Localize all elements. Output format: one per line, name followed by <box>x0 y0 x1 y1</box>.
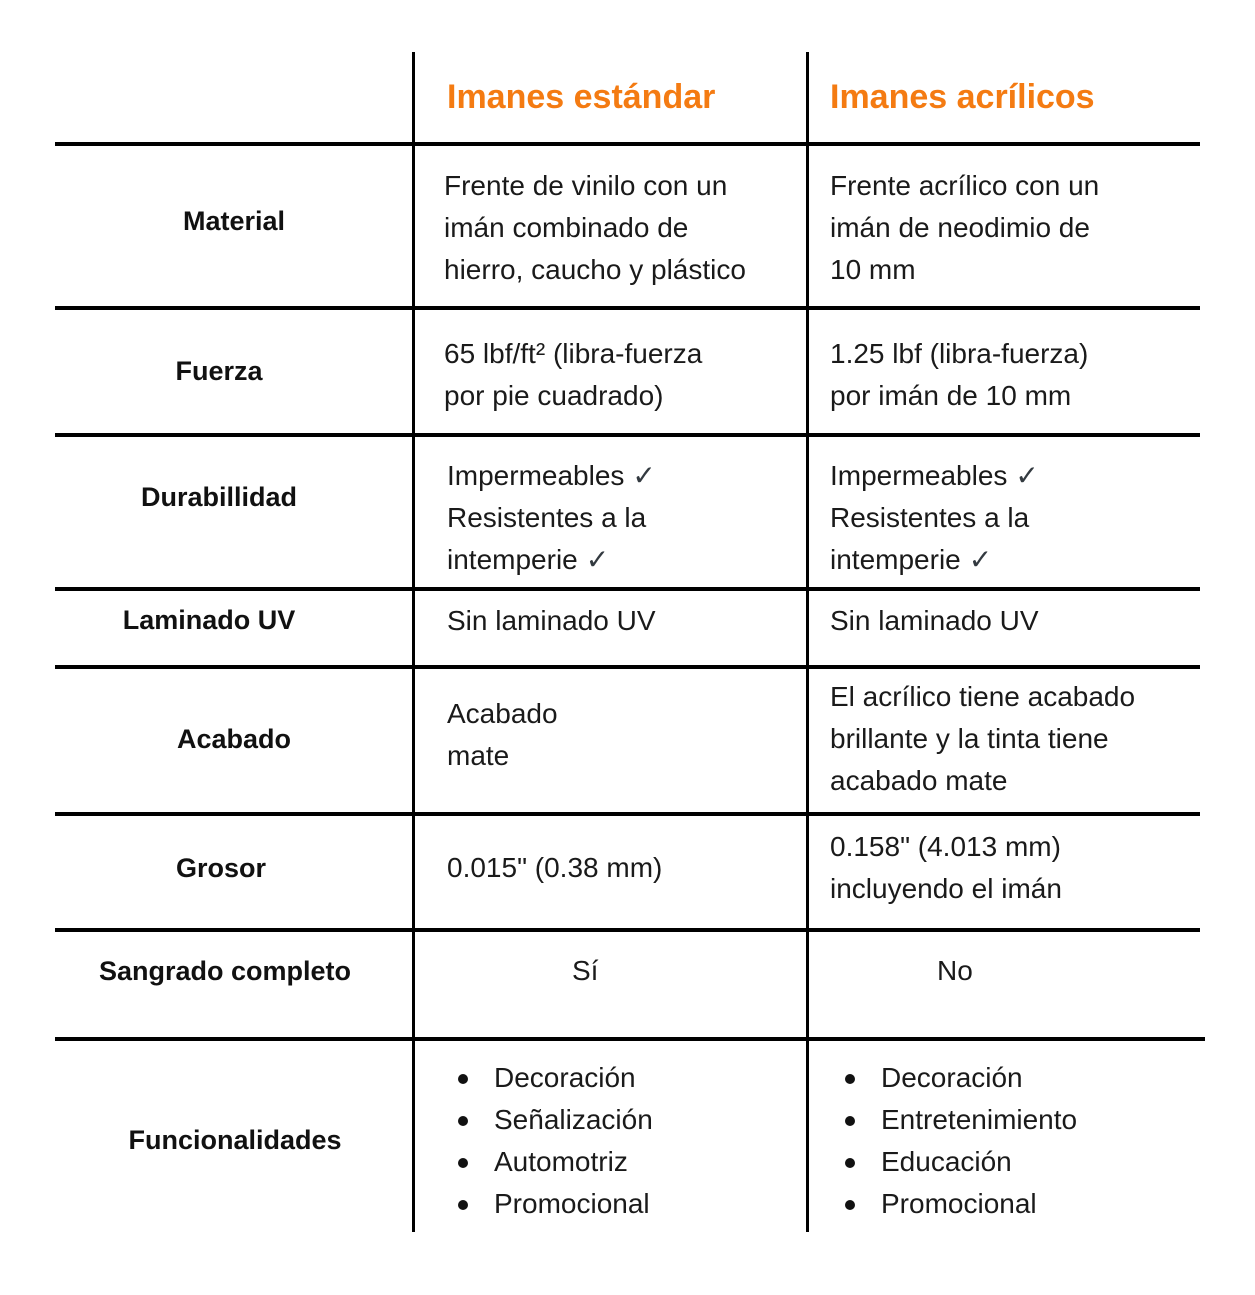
check-icon: ✓ <box>632 460 656 491</box>
row-divider <box>55 587 1200 591</box>
cell-acrylic-fuerza: 1.25 lbf (libra-fuerza) por imán de 10 mm <box>830 338 1089 411</box>
cell-standard-funcionalidades <box>444 1057 653 1225</box>
row-divider <box>55 665 1200 669</box>
cell-standard-fuerza: 65 lbf/ft² (libra-fuerza por pie cuadrado) <box>444 338 703 411</box>
list-item: Señalización <box>444 1099 653 1141</box>
row-label-durabilidad: Durabillidad <box>140 482 297 512</box>
row-label-fuerza: Fuerza <box>175 356 263 386</box>
row-divider <box>55 812 1200 816</box>
list-item: Decoración <box>831 1057 1077 1099</box>
cell-acrylic-laminado-uv: Sin laminado UV <box>830 605 1039 636</box>
cell-acrylic-funcionalidades <box>831 1057 1077 1225</box>
cell-standard-acabado: Acabado mate <box>447 698 558 771</box>
row-divider <box>55 1037 1205 1041</box>
cell-standard-material: Frente de vinilo con un imán combinado de hierro, caucho y plástico <box>444 170 746 285</box>
list-item: Promocional <box>831 1183 1077 1225</box>
cell-acrylic-material: Frente acrílico con un imán de neodimio de 10 mm <box>830 170 1100 285</box>
list-item: Educación <box>831 1141 1077 1183</box>
cell-standard-laminado-uv: Sin laminado UV <box>447 605 656 636</box>
cell-standard-grosor: 0.015" (0.38 mm) <box>447 852 663 883</box>
row-divider <box>55 306 1200 310</box>
list-item: Promocional <box>444 1183 653 1225</box>
row-divider <box>55 928 1200 932</box>
check-icon: ✓ <box>585 544 610 575</box>
list-item: Entretenimiento <box>831 1099 1077 1141</box>
cell-standard-durabilidad: Impermeables ✓ Resistentes a la intemperie ✓ <box>447 455 807 581</box>
row-divider <box>55 142 1200 146</box>
column-divider-2 <box>806 52 809 1232</box>
list-item: Decoración <box>444 1057 653 1099</box>
cell-acrylic-acabado: El acrílico tiene acabado brillante y la tinta tiene acabado mate <box>830 681 1136 796</box>
check-icon: ✓ <box>1015 460 1039 491</box>
row-label-sangrado-completo: Sangrado completo <box>98 956 352 986</box>
list-item: Automotriz <box>444 1141 653 1183</box>
check-icon: ✓ <box>968 544 993 575</box>
row-label-laminado-uv: Laminado UV <box>122 605 296 635</box>
cell-acrylic-sangrado: No <box>937 955 973 986</box>
row-label-acabado: Acabado <box>176 724 292 754</box>
column-header-acrylic: Imanes acrílicos <box>830 78 1095 116</box>
row-label-funcionalidades: Funcionalidades <box>128 1125 342 1155</box>
row-label-material: Material <box>182 206 286 236</box>
column-header-standard: Imanes estándar <box>447 78 716 116</box>
row-label-grosor: Grosor <box>175 853 267 883</box>
cell-standard-sangrado: Sí <box>572 955 599 986</box>
row-divider <box>55 433 1200 437</box>
cell-acrylic-grosor: 0.158" (4.013 mm) incluyendo el imán <box>830 831 1062 904</box>
cell-acrylic-durabilidad: Impermeables ✓ Resistentes a la intemperie ✓ <box>830 455 1200 581</box>
